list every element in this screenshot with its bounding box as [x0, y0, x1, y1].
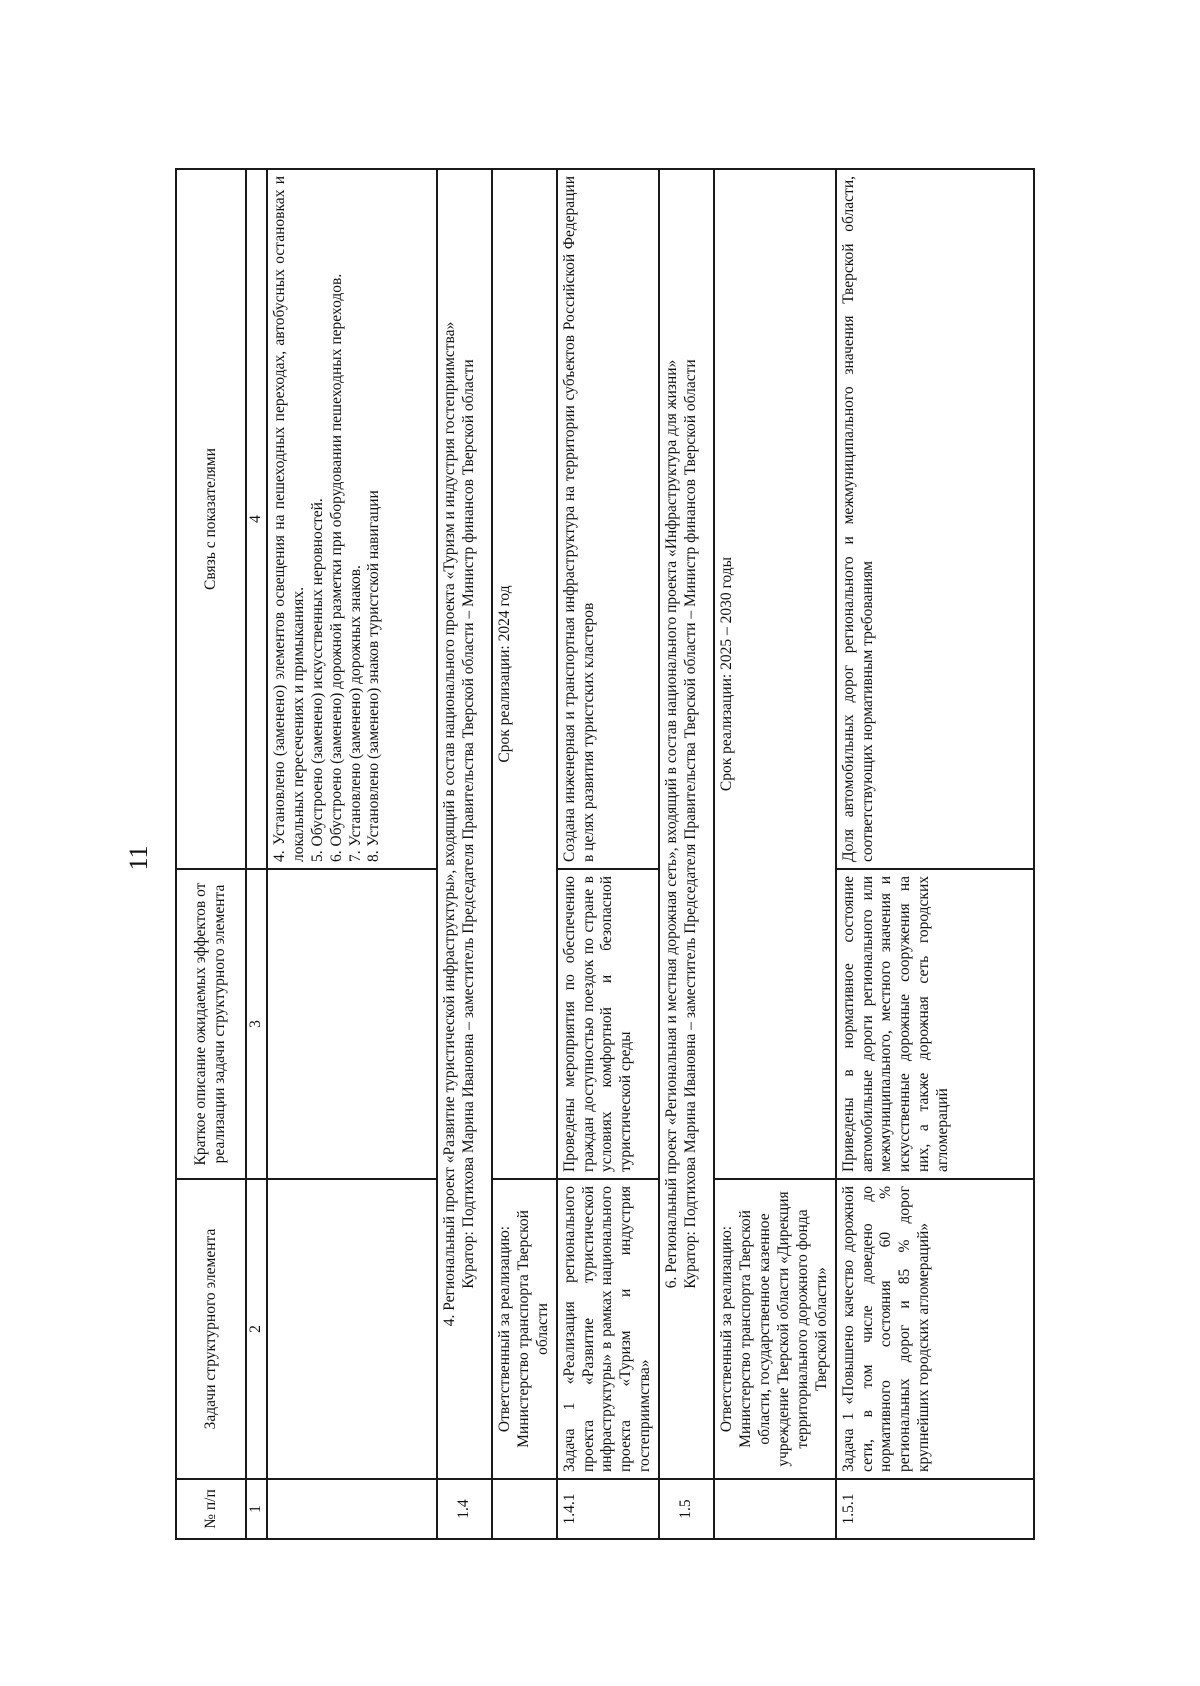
responsible-cell: Ответственный за реализацию: Министерство транспорта Тверской области: [492, 1179, 557, 1479]
section-curator: Куратор: Подтихова Марина Ивановна – заместитель Председателя Правительства Тверской области – Министр финансов Тверской области: [459, 359, 477, 1289]
continuation-indicators: [267, 169, 437, 869]
index-cell: 4: [246, 169, 267, 869]
structural-elements-table: [175, 168, 1035, 1540]
indicator-cell: Создана инженерная и транспортная инфраструктура на территории субъектов Российской Федерации в целях развития туристских кластеров: [557, 169, 660, 869]
header-tasks: Задачи структурного элемента: [176, 1179, 246, 1479]
term-cell: Срок реализации: 2025 – 2030 годы: [714, 169, 835, 1179]
section-title: 4. Региональный проект «Развитие туристической инфраструктуры», входящий в состав национального проекта «Туризм и индустрия гостеприимства»: [440, 321, 458, 1327]
empty-cell: [492, 1479, 557, 1539]
task-cell: Задача 1 «Реализация регионального проекта «Развитие туристической инфраструктуры» в рамках национального проекта «Туризм и индустрия гостеприимства»: [557, 1179, 660, 1479]
section-title: 6. Региональный проект «Региональная и местная дорожная сеть», входящий в состав национального проекта «Инфраструктура для жизни»: [663, 359, 681, 1289]
responsible-cell: Ответственный за реализацию: Министерство транспорта Тверской области, государственное казенное учреждение Тверской области «Дирекция территориального дорожного фонда Тверской области»: [714, 1179, 835, 1479]
empty-cell: [267, 869, 437, 1179]
effect-cell: Приведены в нормативное состояние автомобильные дороги регионального или межмуниципального, местного значения и искусственные дорожные сооружения на них, а также дорожная сеть городских агломераций: [836, 869, 1034, 1179]
rotated-table-container: [175, 170, 1035, 1540]
indicator-item: 6. Обустроено (заменено) дорожной разметки при оборудовании пешеходных переходов.: [327, 273, 345, 862]
indicator-cell: Доля автомобильных дорог регионального и межмуниципального значения Тверской области, соответствующих нормативным требованиям: [836, 169, 1034, 869]
section-number: 1.5: [659, 1479, 714, 1539]
term-cell: Срок реализации: 2024 год: [492, 169, 557, 1179]
indicator-item: 7. Установлено (заменено) дорожных знаков.: [346, 565, 364, 862]
header-effects: Краткое описание ожидаемых эффектов от реализации задачи структурного элемента: [176, 869, 246, 1179]
row-number: 1.4.1: [557, 1479, 660, 1539]
effect-cell: Проведены мероприятия по обеспечению граждан доступностью поездок по стране в условиях комфортной и безопасной туристической среды: [557, 869, 660, 1179]
section-1-5-row: [659, 169, 714, 1539]
indicator-item: 4. Установлено (заменено) элементов освещения на пешеходных переходах, автобусных остановках и локальных пересечениях и примыканиях.: [270, 176, 307, 862]
section-header: [437, 169, 492, 1479]
index-cell: 2: [246, 1179, 267, 1479]
section-header: [659, 169, 714, 1479]
index-cell: 1: [246, 1479, 267, 1539]
header-indicators: Связь с показателями: [176, 169, 246, 869]
indicator-item: 8. Установлено (заменено) знаков туристской навигации: [365, 490, 383, 862]
task-cell: Задача 1 «Повышено качество дорожной сети, в том числе доведено до нормативного состояния 60 % региональных дорог и 85 % дорог крупнейших городских агломераций»: [836, 1179, 1034, 1479]
index-cell: 3: [246, 869, 267, 1179]
section-1-4-row: [437, 169, 492, 1539]
empty-cell: [714, 1479, 835, 1539]
section-1-4-responsible-row: [492, 169, 557, 1539]
continuation-row: [267, 169, 437, 1539]
section-curator: Куратор: Подтихова Марина Ивановна – заместитель Председателя Правительства Тверской области – Министр финансов Тверской области: [682, 359, 700, 1289]
indicator-item: 5. Обустроено (заменено) искусственных неровностей.: [308, 498, 326, 862]
empty-cell: [267, 1179, 437, 1479]
header-row: [176, 169, 246, 1539]
table-row: [836, 169, 1034, 1539]
page-number: 11: [124, 845, 153, 871]
empty-cell: [267, 1479, 437, 1539]
table-row: [557, 169, 660, 1539]
index-row: [246, 169, 267, 1539]
header-number: № п/п: [176, 1479, 246, 1539]
section-number: 1.4: [437, 1479, 492, 1539]
section-1-5-responsible-row: [714, 169, 835, 1539]
row-number: 1.5.1: [836, 1479, 1034, 1539]
